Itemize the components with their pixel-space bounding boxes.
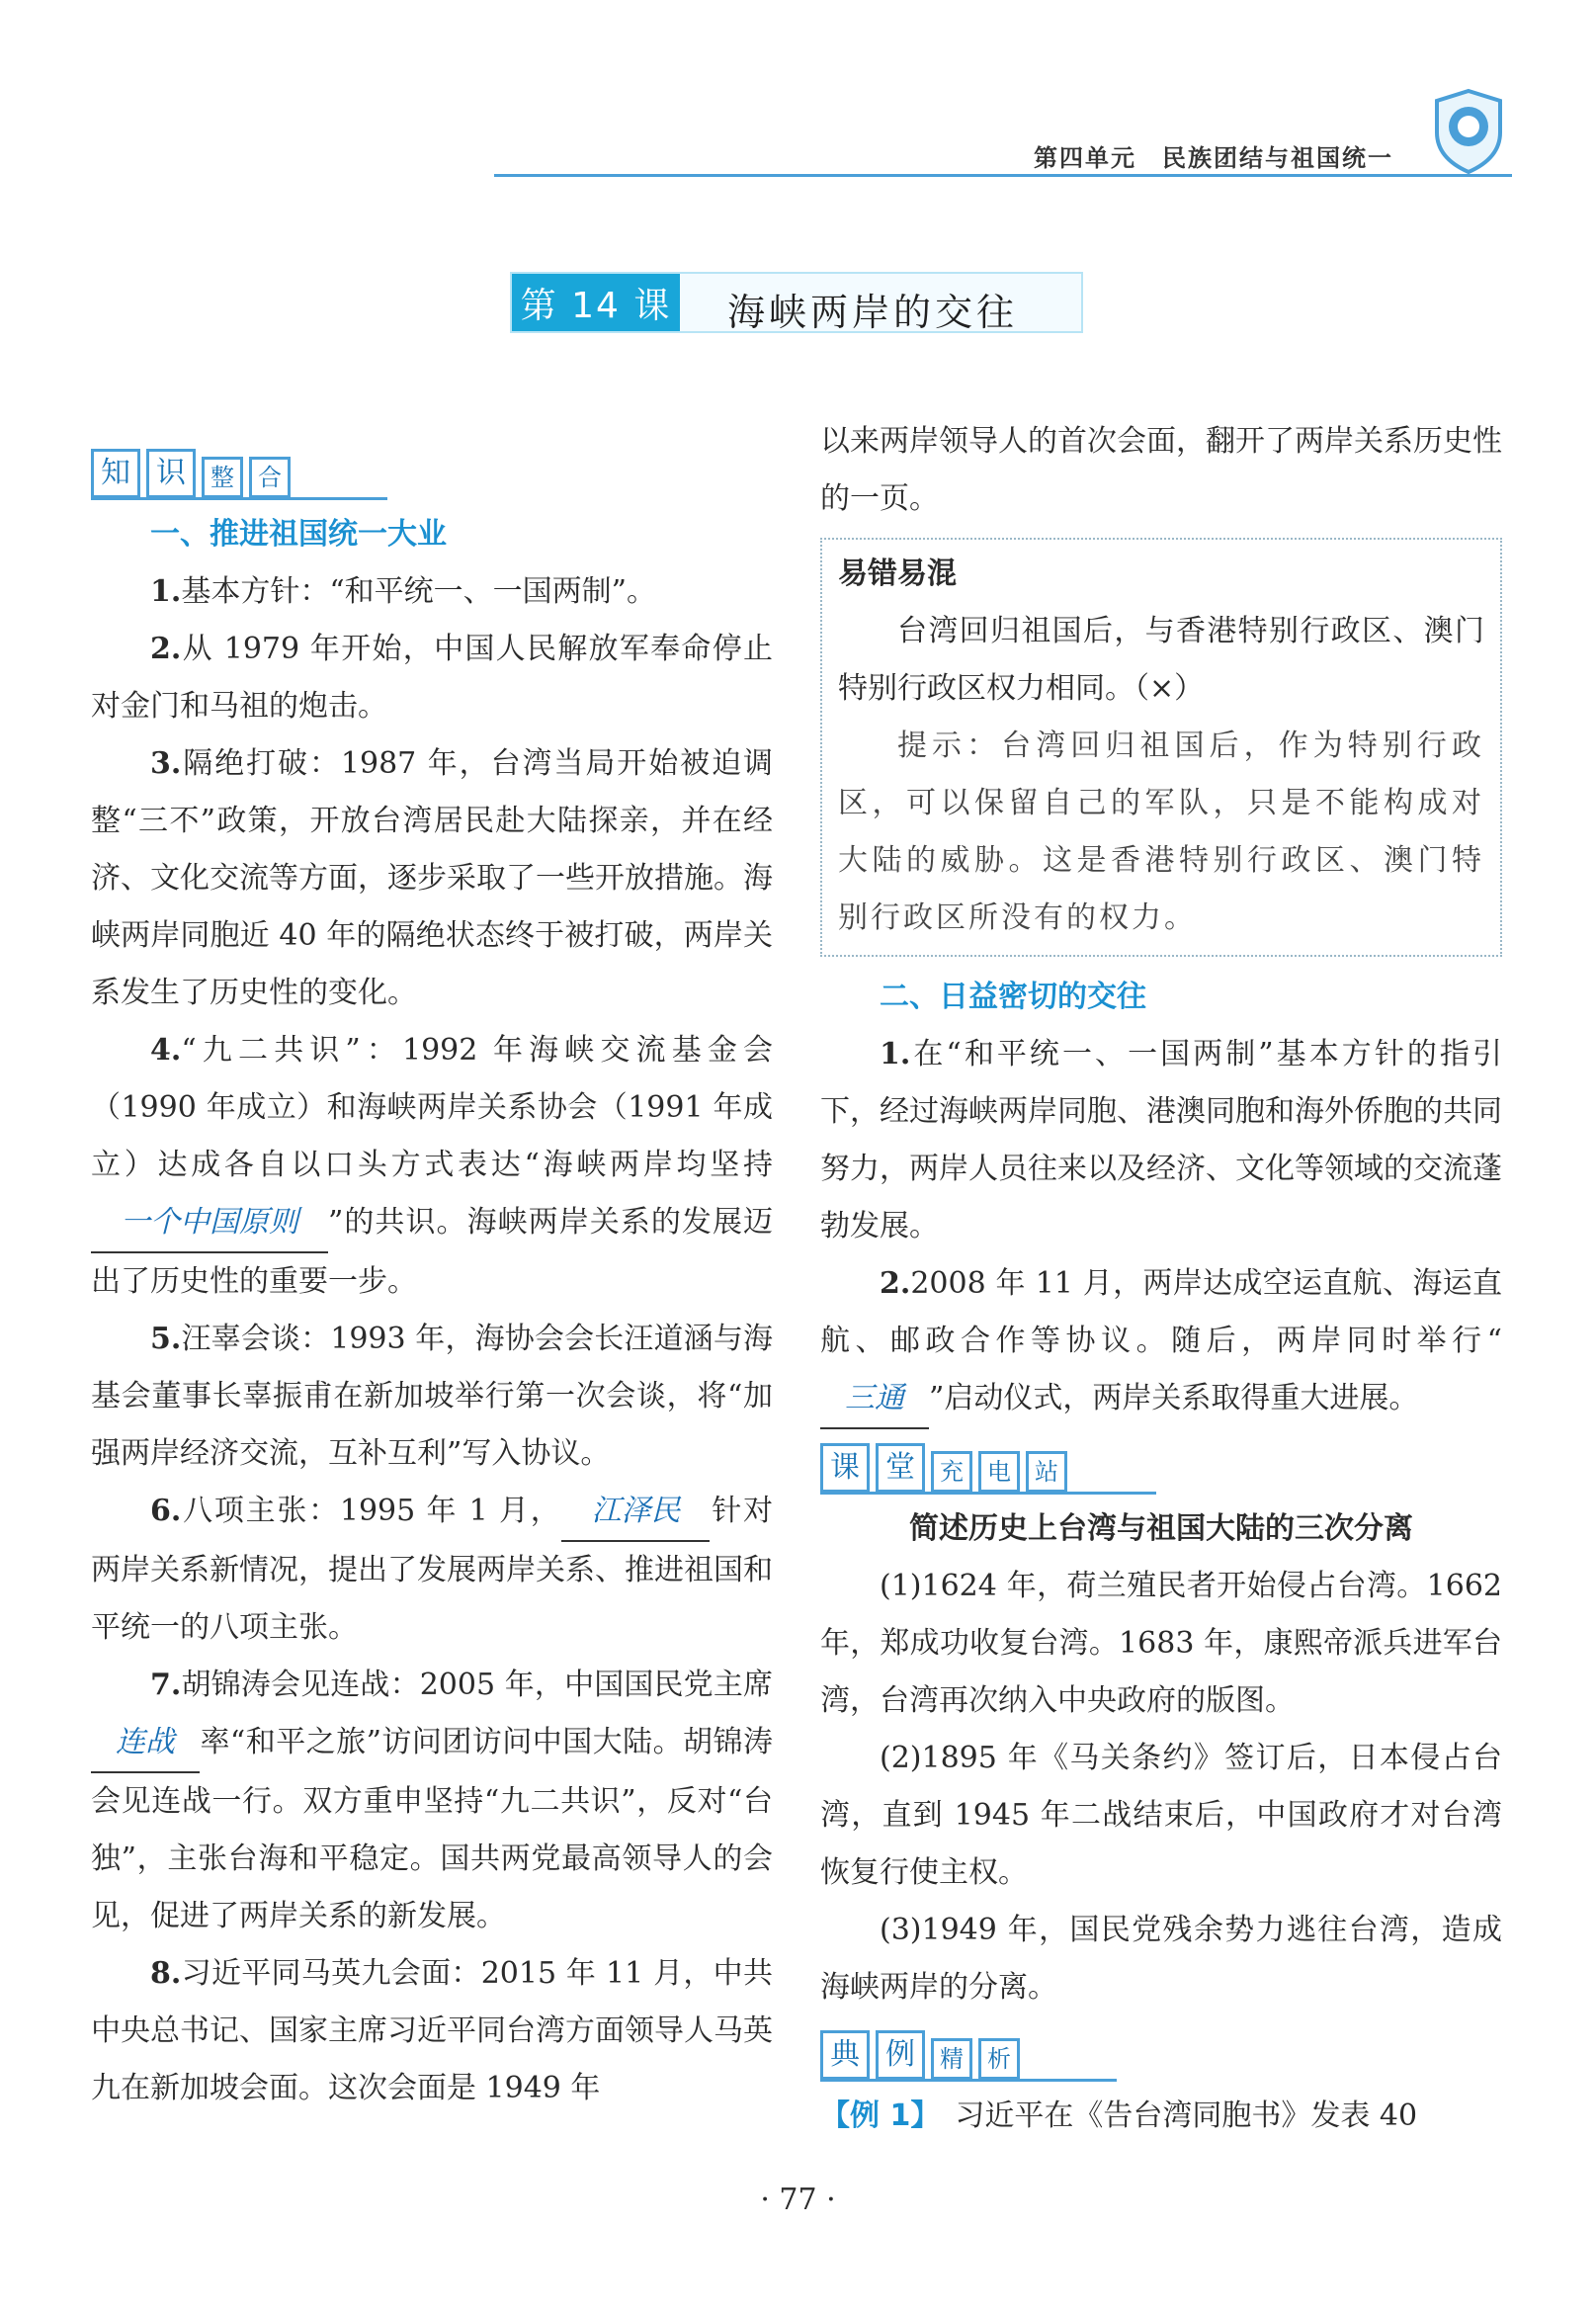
header-rule bbox=[494, 174, 1512, 177]
continued-text: 以来两岸领导人的首次会面，翻开了两岸关系历史性的一页。 bbox=[820, 424, 1502, 516]
list-item: 5.汪辜会谈：1993 年，海协会会长汪道涵与海基会董事长辜振甫在新加坡举行第一次会谈，将“加强两岸经济交流，互补互利”写入协议。 bbox=[91, 1322, 773, 1471]
lesson-title-banner bbox=[510, 272, 1083, 333]
running-header bbox=[494, 127, 1512, 174]
heading-chip: 例 bbox=[876, 2030, 925, 2080]
shield-badge-icon bbox=[1431, 87, 1506, 176]
essay-paragraph: (2)1895 年《马关条约》签订后，日本侵占台湾，直到 1945 年二战结束后，中国政府才对台湾恢复行使主权。 bbox=[820, 1741, 1502, 1890]
heading-chip: 识 bbox=[146, 449, 196, 498]
callout-statement: 台湾回归祖国后，与香港特别行政区、澳门特别行政区权力相同。（×） bbox=[838, 614, 1484, 706]
common-mistakes-box bbox=[820, 538, 1502, 957]
example-tag: 【例 1】 bbox=[820, 2098, 926, 2133]
heading-chip: 典 bbox=[820, 2030, 870, 2080]
heading-chip: 知 bbox=[91, 449, 140, 498]
answer-blank: 江泽民 bbox=[561, 1483, 710, 1542]
classroom-boost-heading bbox=[820, 1429, 1502, 1493]
list-item: 7.胡锦涛会见连战：2005 年，中国国民党主席连战 率“和平之旅”访问团访问中国大陆。胡锦涛会见连战一行。双方重申坚持“九二共识”，反对“台独”，主张台海和平稳定。国共两党最高领导人的会见，促进了两岸关系的新发展。 bbox=[91, 1668, 773, 1933]
essay-paragraph: (3)1949 年，国民党残余势力逃往台湾，造成海峡两岸的分离。 bbox=[820, 1913, 1502, 2005]
callout-title: 易错易混 bbox=[838, 557, 957, 591]
unit-title: 第四单元 民族团结与祖国统一 bbox=[1034, 144, 1393, 172]
heading-underline bbox=[820, 1492, 1156, 1495]
heading-chip: 堂 bbox=[876, 1443, 925, 1493]
heading-underline bbox=[820, 2079, 1117, 2082]
page-number: · 77 · bbox=[760, 2183, 836, 2217]
list-item: 4.“九二共识”：1992 年海峡交流基金会（1990 年成立）和海峡两岸关系协会（1991 年成立）达成各自以口头方式表达“海峡两岸均坚持一个中国原则 ”的共识。海峡两岸关系的发展迈出了历史性的重要一步。 bbox=[91, 1033, 773, 1299]
example-analysis-heading bbox=[820, 2016, 1502, 2080]
heading-chip: 析 bbox=[978, 2038, 1020, 2080]
list-item: 2.从 1979 年开始，中国人民解放军奉命停止对金门和马祖的炮击。 bbox=[91, 632, 773, 724]
knowledge-summary-heading bbox=[91, 435, 773, 498]
list-item: 2.2008 年 11 月，两岸达成空运直航、海运直航、邮政合作等协议。随后，两岸同时举行“三通 ”启动仪式，两岸关系取得重大进展。 bbox=[820, 1255, 1502, 1429]
essay-paragraph: (1)1624 年，荷兰殖民者开始侵占台湾。1662 年，郑成功收复台湾。1683 年，康熙帝派兵进军台湾，台湾再次纳入中央政府的版图。 bbox=[820, 1569, 1502, 1718]
left-column bbox=[91, 435, 773, 2117]
heading-chip: 电 bbox=[978, 1451, 1020, 1493]
heading-chip: 合 bbox=[249, 457, 291, 498]
heading-underline bbox=[91, 497, 387, 500]
example-question: 【例 1】 习近平在《告台湾同胞书》发表 40 bbox=[820, 2098, 1418, 2133]
heading-chip: 充 bbox=[931, 1451, 972, 1493]
list-item: 1.在“和平统一、一国两制”基本方针的指引下，经过海峡两岸同胞、港澳同胞和海外侨胞的共同努力，两岸人员往来以及经济、文化等领域的交流蓬勃发展。 bbox=[820, 1037, 1502, 1243]
heading-chip: 整 bbox=[202, 457, 243, 498]
section-heading: 二、日益密切的交往 bbox=[880, 980, 1146, 1014]
list-item: 8.习近平同马英九会面：2015 年 11 月，中共中央总书记、国家主席习近平同台湾方面领导人马英九在新加坡会面。这次会面是 1949 年 bbox=[91, 1956, 773, 2105]
callout-tip: 提示：台湾回归祖国后，作为特别行政区，可以保留自己的军队，只是不能构成对大陆的威胁。这是香港特别行政区、澳门特别行政区所没有的权力。 bbox=[838, 728, 1484, 935]
list-item: 3.隔绝打破：1987 年，台湾当局开始被迫调整“三不”政策，开放台湾居民赴大陆探亲，并在经济、文化交流等方面，逐步采取了一些开放措施。海峡两岸同胞近 40 年的隔绝状态终于被打破，两岸关系发生了历史性的变化。 bbox=[91, 746, 773, 1010]
section-heading: 一、推进祖国统一大业 bbox=[150, 517, 447, 552]
answer-blank: 一个中国原则 bbox=[91, 1194, 328, 1253]
heading-chip: 精 bbox=[931, 2038, 972, 2080]
heading-chip: 课 bbox=[820, 1443, 870, 1493]
list-item: 1.基本方针：“和平统一、一国两制”。 bbox=[150, 574, 657, 609]
right-column bbox=[820, 413, 1502, 2145]
list-item: 6.八项主张：1995 年 1 月， 江泽民 针对两岸关系新情况，提出了发展两岸关系、推进祖国和平统一的八项主张。 bbox=[91, 1483, 773, 1657]
heading-chip: 站 bbox=[1026, 1451, 1067, 1493]
lesson-number: 第 14 课 bbox=[512, 274, 680, 331]
answer-blank: 三通 bbox=[820, 1370, 929, 1429]
answer-blank: 连战 bbox=[91, 1714, 200, 1773]
lesson-title: 海峡两岸的交往 bbox=[727, 291, 1019, 334]
essay-title: 简述历史上台湾与祖国大陆的三次分离 bbox=[909, 1511, 1413, 1546]
